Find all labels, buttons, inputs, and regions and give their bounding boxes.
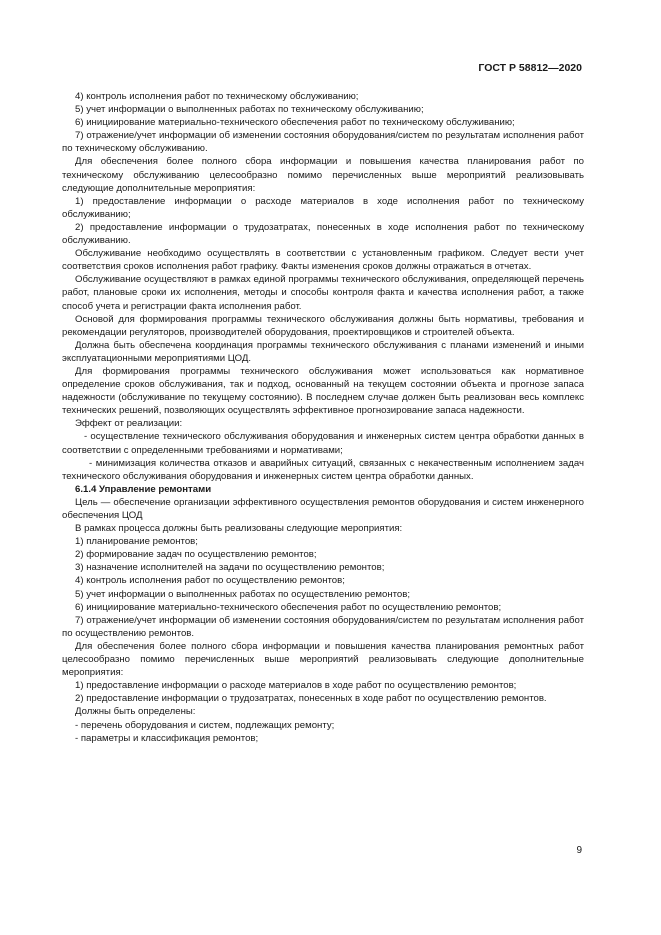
paragraph: Обслуживание необходимо осуществлять в соответствии с установленным графиком. Следует вести учет соответствия сроков исполнения работ графику. Факты изменения сроков должны отражаться в отчетах. [62,248,584,273]
paragraph: Должны быть определены: [75,706,196,718]
paragraph: Эффект от реализации: [75,418,183,430]
list-item: - перечень оборудования и систем, подлежащих ремонту; [75,719,335,731]
list-item: 2) формирование задач по осуществлению ремонтов; [75,549,317,561]
paragraph: Для обеспечения более полного сбора информации и повышения качества планирования работ по техническому обслуживанию целесообразно помимо перечисленных выше мероприятий реализовывать следующие дополнительные мероприятия: [62,156,584,194]
list-item: 1) предоставление информации о расходе материалов в ходе работ по осуществлению ремонтов; [75,680,517,692]
list-item: 6) инициирование материально-технического обеспечения работ по техническому обслуживанию; [75,117,515,129]
list-item: 3) назначение исполнителей на задачи по осуществлению ремонтов; [75,562,385,574]
paragraph: Должна быть обеспечена координация программы технического обслуживания с планами изменений и иными эксплуатационными мероприятиями ЦОД. [62,339,584,364]
list-item: - осуществление технического обслуживания оборудования и инженерных систем центра обработки данных в соответствии с определенными требованиями и нормативами; [62,431,584,456]
list-item: 5) учет информации о выполненных работах по техническому обслуживанию; [75,104,424,116]
list-item: 7) отражение/учет информации об изменении состояния оборудования/систем по результатам исполнения работ по осуществлению ремонтов. [62,614,584,639]
list-item: 4) контроль исполнения работ по техническому обслуживанию; [75,91,359,102]
page-number: 9 [576,845,582,856]
page-content [62,90,584,745]
list-item: 5) учет информации о выполненных работах по осуществлению ремонтов; [75,588,411,600]
list-item: 4) контроль исполнения работ по осуществлению ремонтов; [75,575,345,587]
list-item: - параметры и классификация ремонтов; [75,732,259,744]
section-heading: 6.1.4 Управление ремонтами [75,483,212,495]
paragraph: В рамках процесса должны быть реализованы следующие мероприятия: [75,523,403,535]
paragraph: Цель — обеспечение организации эффективного осуществления ремонтов оборудования и систем инженерного обеспечения ЦОД [62,496,584,521]
list-item: 1) планирование ремонтов; [75,536,198,548]
list-item: 7) отражение/учет информации об изменении состояния оборудования/систем по результатам исполнения работ по техническому обслуживанию. [62,130,584,155]
paragraph: Для формирования программы технического обслуживания может использоваться как нормативное определение сроков обслуживания, так и подход, основанный на текущем состоянии объекта и прогнозе запаса надежности (обслуживание по текущему состоянию). В последнем случае должен быть реализован весь комплекс технических решений, позволяющих осуществлять эффективное прогнозирование запаса надежности. [62,365,584,417]
document-standard-number: ГОСТ Р 58812—2020 [478,62,582,74]
paragraph: Основой для формирования программы технического обслуживания должны быть нормативы, требования и рекомендации регуляторов, производителей оборудования, проектировщиков и строителей объекта. [62,313,584,338]
paragraph: Обслуживание осуществляют в рамках единой программы технического обслуживания, определяющей перечень работ, плановые сроки их исполнения, методы и способы контроля факта и качества исполнения работ, а также способ учета и регистрации факта исполнения работ. [62,274,584,312]
list-item: 2) предоставление информации о трудозатратах, понесенных в ходе исполнения работ по техническому обслуживанию. [62,221,584,247]
list-item: 1) предоставление информации о расходе материалов в ходе исполнения работ по техническому обслуживанию; [62,195,584,220]
list-item: - минимизация количества отказов и аварийных ситуаций, связанных с некачественным исполнением задач технического обслуживания оборудования и инженерных систем центра обработки данных. [62,457,584,482]
list-item: 6) инициирование материально-технического обеспечения работ по осуществлению ремонтов; [75,601,502,613]
paragraph: Для обеспечения более полного сбора информации и повышения качества планирования ремонтных работ целесообразно помимо перечисленных выше мероприятий реализовывать следующие дополнительные мероприятия: [62,640,584,679]
list-item: 2) предоставление информации о трудозатратах, понесенных в ходе работ по осуществлению ремонтов. [75,693,547,705]
